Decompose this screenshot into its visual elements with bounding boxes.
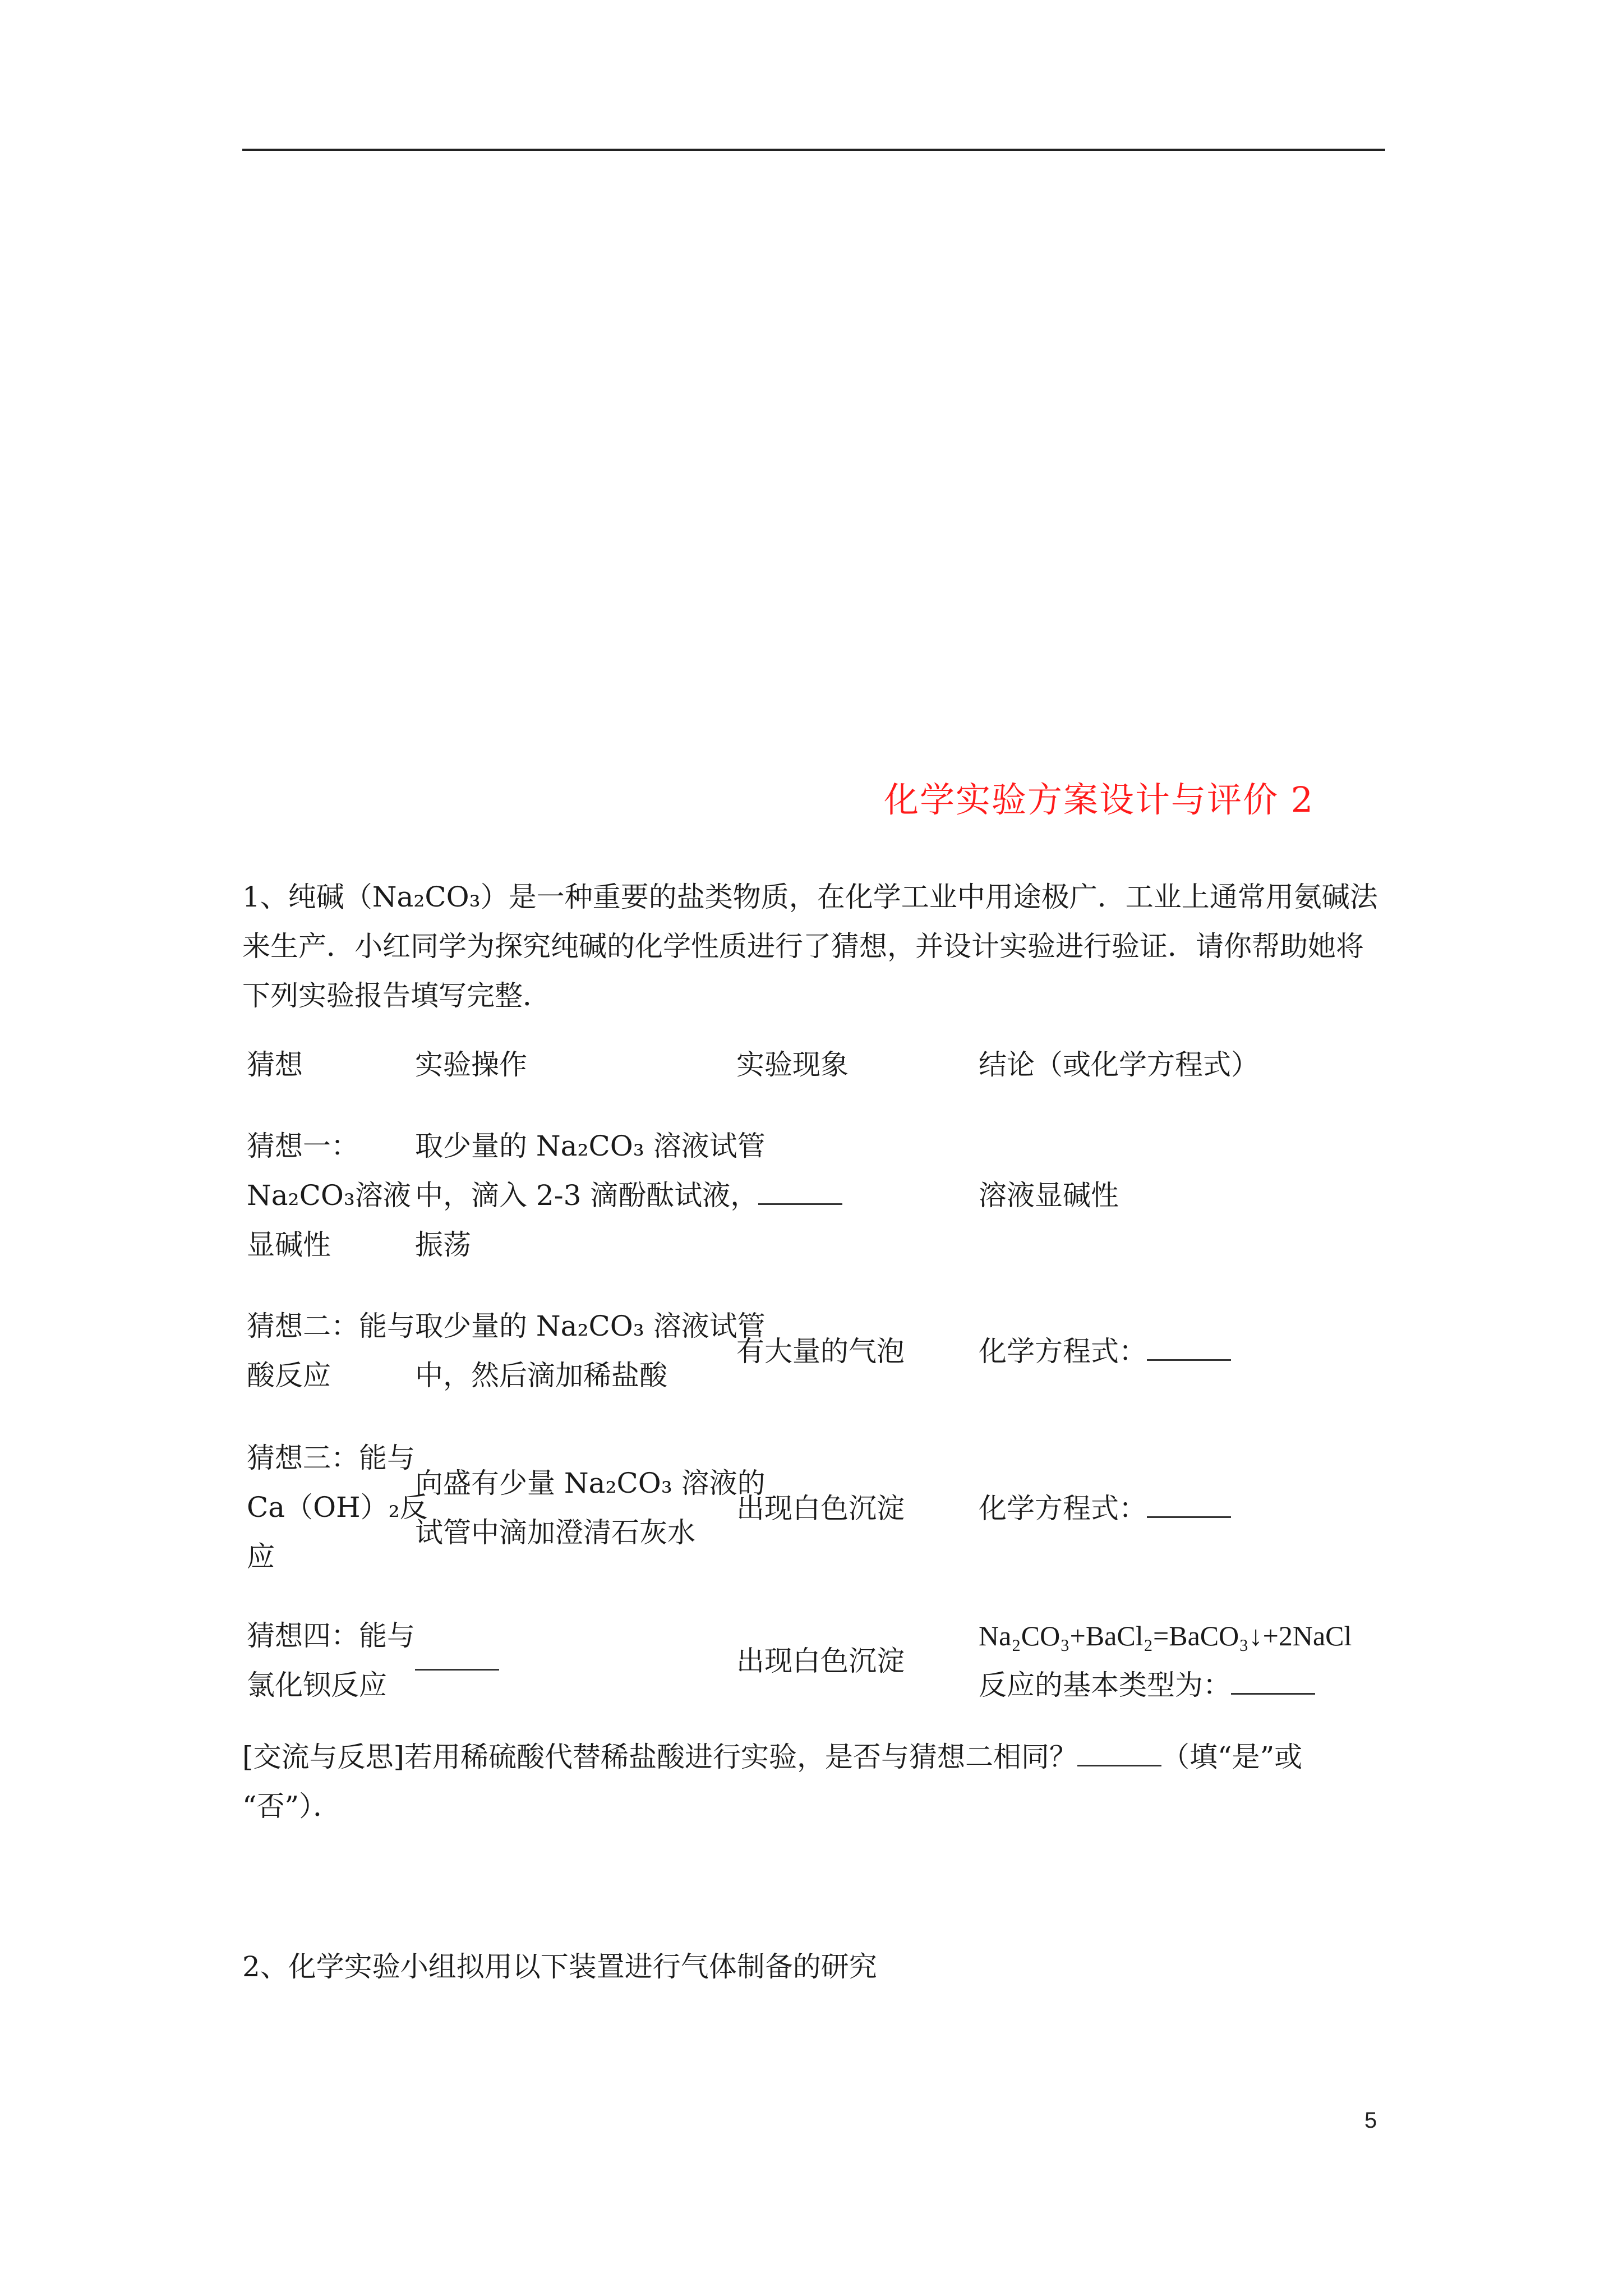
cell-line: 取少量的 Na₂CO₃ 溶液试管 (415, 1310, 766, 1342)
cell-line: 猜想三：能与 (247, 1442, 415, 1474)
row3-operation (415, 1458, 766, 1557)
page-number: 5 (1364, 2108, 1377, 2133)
cell-line: Ca（OH）₂反 (247, 1491, 428, 1524)
cell-line: 应 (247, 1540, 275, 1573)
answer-blank (758, 1183, 842, 1205)
row1-operation (415, 1121, 766, 1269)
cell-line (979, 1660, 1405, 1710)
reflection-line (242, 1732, 1403, 1782)
row4-operation (415, 1636, 735, 1686)
cell-line: 显碱性 (247, 1228, 331, 1261)
cell-text: 化学方程式： (979, 1335, 1147, 1368)
question-1-intro (242, 872, 1403, 1020)
row4-guess (247, 1611, 415, 1710)
row2-conclusion (979, 1327, 1405, 1376)
question-1-line: 下列实验报告填写完整． (242, 979, 551, 1012)
question-1-line: 来生产．小红同学为探究纯碱的化学性质进行了猜想，并设计实验进行验证．请你帮助她将 (242, 930, 1364, 963)
row2-phenomenon: 有大量的气泡 (736, 1335, 905, 1368)
cell-text: 反应的基本类型为： (979, 1669, 1231, 1701)
chemical-equation: Na₂CO₃+BaCl₂=BaCO₃↓+2NaCl (979, 1620, 1352, 1651)
row3-conclusion (979, 1484, 1405, 1533)
table-header-conclusion: 结论（或化学方程式） (979, 1048, 1259, 1081)
answer-blank (1231, 1673, 1315, 1695)
cell-line: 试管中滴加澄清石灰水 (415, 1516, 695, 1549)
row4-phenomenon: 出现白色沉淀 (736, 1645, 905, 1677)
cell-line: 酸反应 (247, 1359, 331, 1392)
reflection-text: [交流与反思]若用稀硫酸代替稀盐酸进行实验，是否与猜想二相同？ (242, 1741, 1078, 1773)
table-header-guess: 猜想 (247, 1048, 303, 1081)
cell-text: 化学方程式： (979, 1492, 1147, 1525)
reflection-line: “否”）． (242, 1790, 342, 1823)
cell-line: 中，然后滴加稀盐酸 (415, 1359, 667, 1392)
cell-line: Na₂CO₃溶液 (247, 1179, 411, 1212)
question-2: 2、化学实验小组拟用以下装置进行气体制备的研究 (242, 1950, 877, 1983)
row3-guess (247, 1433, 428, 1581)
reflection-text: （填“是”或 (1161, 1741, 1303, 1773)
cell-line: 猜想四：能与 (247, 1619, 415, 1652)
header-rule (242, 149, 1385, 151)
row2-operation (415, 1301, 766, 1400)
table-header-operation: 实验操作 (415, 1048, 527, 1081)
cell-line: 氯化钡反应 (247, 1669, 387, 1701)
question-1-line: 1、纯碱（Na₂CO₃）是一种重要的盐类物质，在化学工业中用途极广．工业上通常用氨碱法 (242, 881, 1378, 913)
answer-blank (1077, 1745, 1161, 1766)
row2-guess (247, 1301, 415, 1400)
row1-conclusion: 溶液显碱性 (979, 1179, 1119, 1212)
cell-line: 振荡 (415, 1228, 471, 1261)
answer-blank (1147, 1339, 1231, 1361)
cell-line: 猜想一： (247, 1130, 359, 1162)
table-header-phenomenon: 实验现象 (736, 1048, 849, 1081)
reflection-paragraph (242, 1732, 1403, 1831)
answer-blank (415, 1649, 499, 1671)
answer-blank (1147, 1496, 1231, 1518)
row4-conclusion (979, 1611, 1405, 1710)
cell-text: 中，滴入 2-3 滴酚酞试液， (415, 1179, 759, 1212)
row3-phenomenon: 出现白色沉淀 (736, 1492, 905, 1525)
cell-line: 向盛有少量 Na₂CO₃ 溶液的 (415, 1467, 766, 1499)
row1-guess (247, 1121, 409, 1269)
cell-line: 猜想二：能与 (247, 1310, 415, 1342)
cell-line: 取少量的 Na₂CO₃ 溶液试管 (415, 1130, 766, 1162)
page-title: 化学实验方案设计与评价 2 (884, 779, 1315, 820)
cell-line (415, 1171, 759, 1220)
